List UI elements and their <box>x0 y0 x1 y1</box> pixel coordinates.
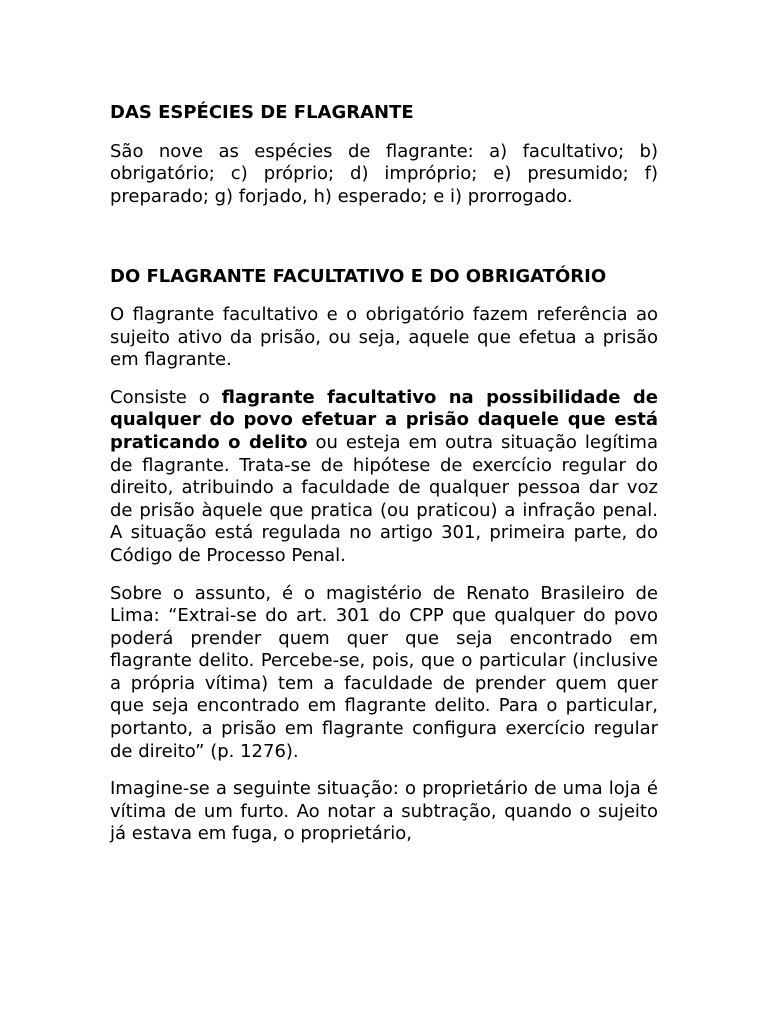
section-heading: DO FLAGRANTE FACULTATIVO E DO OBRIGATÓRIO <box>110 266 607 288</box>
paragraph-2-lead: Consiste o <box>110 386 222 408</box>
paragraph-2 <box>110 387 658 568</box>
paragraph-2-rest: ou esteja em outra situação legítima de flagrante. Trata-se de hipótese de exercício regular do direito, atribuindo a faculdade de qualquer pessoa dar voz de prisão àquele que pratica (ou praticou) a infração penal. A situação está regulada no artigo 301, primeira parte, do Código de Processo Penal. <box>110 431 658 566</box>
intro-paragraph: São nove as espécies de flagrante: a) facultativo; b) obrigatório; c) próprio; d) impróprio; e) presumido; f) preparado; g) forjado, h) esperado; e i) prorrogado. <box>110 140 658 207</box>
paragraph-4: Imagine-se a seguinte situação: o proprietário de uma loja é vítima de um furto. Ao notar a subtração, quando o sujeito já estava em fuga, o proprietário, <box>110 778 658 845</box>
paragraph-2-bold: flagrante facultativo na possibilidade de qualquer do povo efetuar a prisão daquele que está praticando o delito <box>110 386 658 453</box>
document-title: DAS ESPÉCIES DE FLAGRANTE <box>110 102 414 123</box>
document-page <box>110 102 658 846</box>
paragraph-1: O flagrante facultativo e o obrigatório fazem referência ao sujeito ativo da prisão, ou seja, aquele que efetua a prisão em flagrante. <box>110 303 658 371</box>
paragraph-3: Sobre o assunto, é o magistério de Renato Brasileiro de Lima: “Extrai-se do art. 301 do CPP que qualquer do povo poderá prender quem quer que seja encontrado em flagrante delito. Percebe-se, pois, que o particular (inclusive a própria vítima) tem a faculdade de prender quem quer que seja encontrado em flagrante delito. Para o particular, portanto, a prisão em flagrante configura exercício regular de direito” (p. 1276). <box>110 582 658 762</box>
